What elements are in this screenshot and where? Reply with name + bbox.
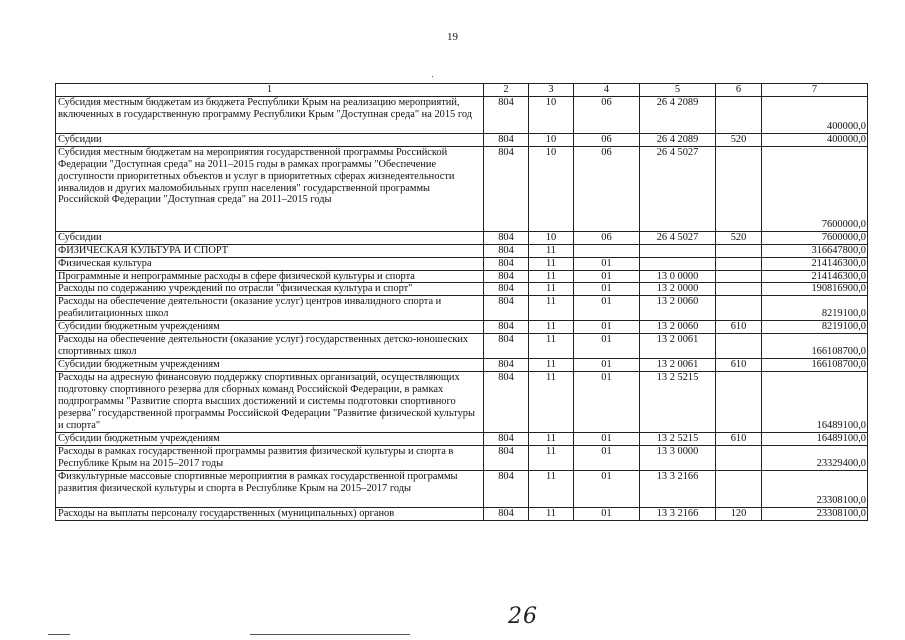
table-row xyxy=(56,146,868,231)
header-cell: 4 xyxy=(574,84,640,97)
row-code-subsection: 01 xyxy=(574,372,640,433)
row-code-expense xyxy=(716,270,762,283)
row-code-section: 11 xyxy=(529,446,574,471)
row-amount: 8219100,0 xyxy=(762,321,868,334)
scan-speck xyxy=(432,76,433,77)
row-name: Физическая культура xyxy=(56,257,484,270)
row-code-section: 11 xyxy=(529,296,574,321)
row-code-section: 10 xyxy=(529,146,574,231)
row-code-target: 13 2 5215 xyxy=(640,433,716,446)
row-name: Расходы на адресную финансовую поддержку спортивных организаций, осуществляющих подготовку спортивного резерва для сборных команд Российской Федерации, в рамках подпрограммы "Развитие спорта высших достижений и системы подготовки спортивного резерва" государственной программы Российской Федерации "Развитие физической культуры и спорта" xyxy=(56,372,484,433)
row-name: Субсидия местным бюджетам на мероприятия государственной программы Российской Федерации "Доступная среда" на 2011–2015 годы в рамках программы "Обеспечение доступности приоритетных объектов и услуг в приоритетных сферах жизнедеятельности инвалидов и других маломобильных групп населения" государственной программы Российской Федерации "Доступная среда" на 2011–2015 годы xyxy=(56,146,484,231)
table-row xyxy=(56,508,868,521)
table-row xyxy=(56,231,868,244)
table-row-section xyxy=(56,244,868,257)
row-code-target xyxy=(640,244,716,257)
table-header-row xyxy=(56,84,868,97)
row-code-subsection: 01 xyxy=(574,446,640,471)
table-row xyxy=(56,133,868,146)
row-code-subsection: 01 xyxy=(574,270,640,283)
row-code-section: 11 xyxy=(529,244,574,257)
row-code-ministry: 804 xyxy=(484,334,529,359)
table-row xyxy=(56,283,868,296)
row-code-expense xyxy=(716,471,762,508)
row-code-section: 11 xyxy=(529,283,574,296)
row-code-ministry: 804 xyxy=(484,296,529,321)
table-row xyxy=(56,359,868,372)
row-amount: 8219100,0 xyxy=(762,296,868,321)
row-name: Субсидии бюджетным учреждениям xyxy=(56,359,484,372)
row-code-subsection: 06 xyxy=(574,146,640,231)
scan-edge-line xyxy=(48,634,70,635)
table-row xyxy=(56,296,868,321)
header-cell: 3 xyxy=(529,84,574,97)
row-code-ministry: 804 xyxy=(484,96,529,133)
row-code-subsection: 01 xyxy=(574,321,640,334)
row-code-subsection: 01 xyxy=(574,334,640,359)
row-code-ministry: 804 xyxy=(484,508,529,521)
row-code-subsection: 01 xyxy=(574,283,640,296)
row-name: Расходы на обеспечение деятельности (оказание услуг) центров инвалидного спорта и реабилитационных школ xyxy=(56,296,484,321)
row-code-target: 13 0 0000 xyxy=(640,270,716,283)
table-row xyxy=(56,270,868,283)
row-code-subsection: 06 xyxy=(574,231,640,244)
row-name: Расходы на обеспечение деятельности (оказание услуг) государственных детско-юношеских спортивных школ xyxy=(56,334,484,359)
row-name: Субсидия местным бюджетам из бюджета Республики Крым на реализацию мероприятий, включенных в государственную программу Республики Крым "Доступная среда" на 2015 год xyxy=(56,96,484,133)
row-code-ministry: 804 xyxy=(484,133,529,146)
row-name: Программные и непрограммные расходы в сфере физической культуры и спорта xyxy=(56,270,484,283)
table-row xyxy=(56,372,868,433)
row-code-expense xyxy=(716,296,762,321)
row-code-subsection: 01 xyxy=(574,359,640,372)
row-code-ministry: 804 xyxy=(484,321,529,334)
row-code-expense xyxy=(716,446,762,471)
row-code-subsection xyxy=(574,244,640,257)
table-row xyxy=(56,257,868,270)
row-code-expense: 520 xyxy=(716,231,762,244)
row-code-section: 11 xyxy=(529,321,574,334)
row-code-target: 13 2 0061 xyxy=(640,334,716,359)
row-code-section: 11 xyxy=(529,359,574,372)
row-code-expense: 610 xyxy=(716,359,762,372)
row-code-expense xyxy=(716,96,762,133)
row-amount: 16489100,0 xyxy=(762,433,868,446)
header-cell: 1 xyxy=(56,84,484,97)
row-amount: 23308100,0 xyxy=(762,471,868,508)
row-code-expense xyxy=(716,146,762,231)
scan-edge-line xyxy=(250,634,410,635)
row-code-expense: 610 xyxy=(716,321,762,334)
row-code-expense xyxy=(716,244,762,257)
row-amount: 166108700,0 xyxy=(762,359,868,372)
row-code-subsection: 06 xyxy=(574,133,640,146)
row-code-expense: 120 xyxy=(716,508,762,521)
row-amount: 23329400,0 xyxy=(762,446,868,471)
handwritten-page-note: 26 xyxy=(508,604,538,629)
header-cell: 5 xyxy=(640,84,716,97)
row-code-ministry: 804 xyxy=(484,359,529,372)
row-code-target: 13 2 5215 xyxy=(640,372,716,433)
table-row xyxy=(56,471,868,508)
row-name: ФИЗИЧЕСКАЯ КУЛЬТУРА И СПОРТ xyxy=(56,244,484,257)
row-code-section: 11 xyxy=(529,257,574,270)
row-name: Субсидии бюджетным учреждениям xyxy=(56,321,484,334)
row-amount: 7600000,0 xyxy=(762,146,868,231)
row-code-target: 26 4 2089 xyxy=(640,133,716,146)
row-code-expense: 610 xyxy=(716,433,762,446)
row-code-expense xyxy=(716,257,762,270)
table-row xyxy=(56,321,868,334)
row-code-ministry: 804 xyxy=(484,283,529,296)
row-name: Субсидии xyxy=(56,133,484,146)
row-code-ministry: 804 xyxy=(484,231,529,244)
row-name: Субсидии xyxy=(56,231,484,244)
row-amount: 23308100,0 xyxy=(762,508,868,521)
row-code-section: 10 xyxy=(529,231,574,244)
row-code-target: 13 2 0060 xyxy=(640,296,716,321)
row-code-target: 13 3 2166 xyxy=(640,471,716,508)
row-code-section: 11 xyxy=(529,508,574,521)
row-code-target xyxy=(640,257,716,270)
row-code-section: 11 xyxy=(529,471,574,508)
row-code-ministry: 804 xyxy=(484,471,529,508)
row-code-subsection: 01 xyxy=(574,257,640,270)
row-code-target: 26 4 2089 xyxy=(640,96,716,133)
row-amount: 214146300,0 xyxy=(762,270,868,283)
row-code-expense xyxy=(716,283,762,296)
row-name: Расходы в рамках государственной программы развития физической культуры и спорта в Республике Крым на 2015–2017 годы xyxy=(56,446,484,471)
row-amount: 214146300,0 xyxy=(762,257,868,270)
row-code-section: 11 xyxy=(529,433,574,446)
row-name: Расходы по содержанию учреждений по отрасли "физическая культура и спорт" xyxy=(56,283,484,296)
row-code-target: 13 2 0061 xyxy=(640,359,716,372)
row-amount: 400000,0 xyxy=(762,133,868,146)
table-row xyxy=(56,446,868,471)
row-amount: 316647800,0 xyxy=(762,244,868,257)
row-code-target: 13 3 0000 xyxy=(640,446,716,471)
table-row xyxy=(56,334,868,359)
table-row xyxy=(56,96,868,133)
row-code-target: 26 4 5027 xyxy=(640,231,716,244)
header-cell: 7 xyxy=(762,84,868,97)
row-code-target: 13 2 0060 xyxy=(640,321,716,334)
budget-table xyxy=(55,83,868,521)
row-name: Физкультурные массовые спортивные мероприятия в рамках государственной программы развития физической культуры и спорта в Республике Крым на 2015–2017 годы xyxy=(56,471,484,508)
row-code-ministry: 804 xyxy=(484,270,529,283)
row-code-subsection: 01 xyxy=(574,296,640,321)
row-amount: 190816900,0 xyxy=(762,283,868,296)
row-code-target: 13 3 2166 xyxy=(640,508,716,521)
header-cell: 2 xyxy=(484,84,529,97)
row-code-subsection: 01 xyxy=(574,433,640,446)
header-cell: 6 xyxy=(716,84,762,97)
row-code-ministry: 804 xyxy=(484,146,529,231)
row-code-ministry: 804 xyxy=(484,446,529,471)
row-amount: 7600000,0 xyxy=(762,231,868,244)
row-code-subsection: 06 xyxy=(574,96,640,133)
row-name: Субсидии бюджетным учреждениям xyxy=(56,433,484,446)
table-row xyxy=(56,433,868,446)
page-number: 19 xyxy=(447,31,458,43)
row-code-section: 11 xyxy=(529,270,574,283)
row-code-ministry: 804 xyxy=(484,372,529,433)
row-code-section: 11 xyxy=(529,334,574,359)
row-name: Расходы на выплаты персоналу государственных (муниципальных) органов xyxy=(56,508,484,521)
row-amount: 16489100,0 xyxy=(762,372,868,433)
row-code-expense xyxy=(716,334,762,359)
row-code-ministry: 804 xyxy=(484,433,529,446)
row-code-section: 10 xyxy=(529,133,574,146)
row-amount: 166108700,0 xyxy=(762,334,868,359)
row-code-expense: 520 xyxy=(716,133,762,146)
row-code-expense xyxy=(716,372,762,433)
row-code-ministry: 804 xyxy=(484,257,529,270)
row-code-target: 26 4 5027 xyxy=(640,146,716,231)
row-code-section: 10 xyxy=(529,96,574,133)
row-amount: 400000,0 xyxy=(762,96,868,133)
row-code-subsection: 01 xyxy=(574,471,640,508)
row-code-target: 13 2 0000 xyxy=(640,283,716,296)
row-code-subsection: 01 xyxy=(574,508,640,521)
row-code-section: 11 xyxy=(529,372,574,433)
row-code-ministry: 804 xyxy=(484,244,529,257)
